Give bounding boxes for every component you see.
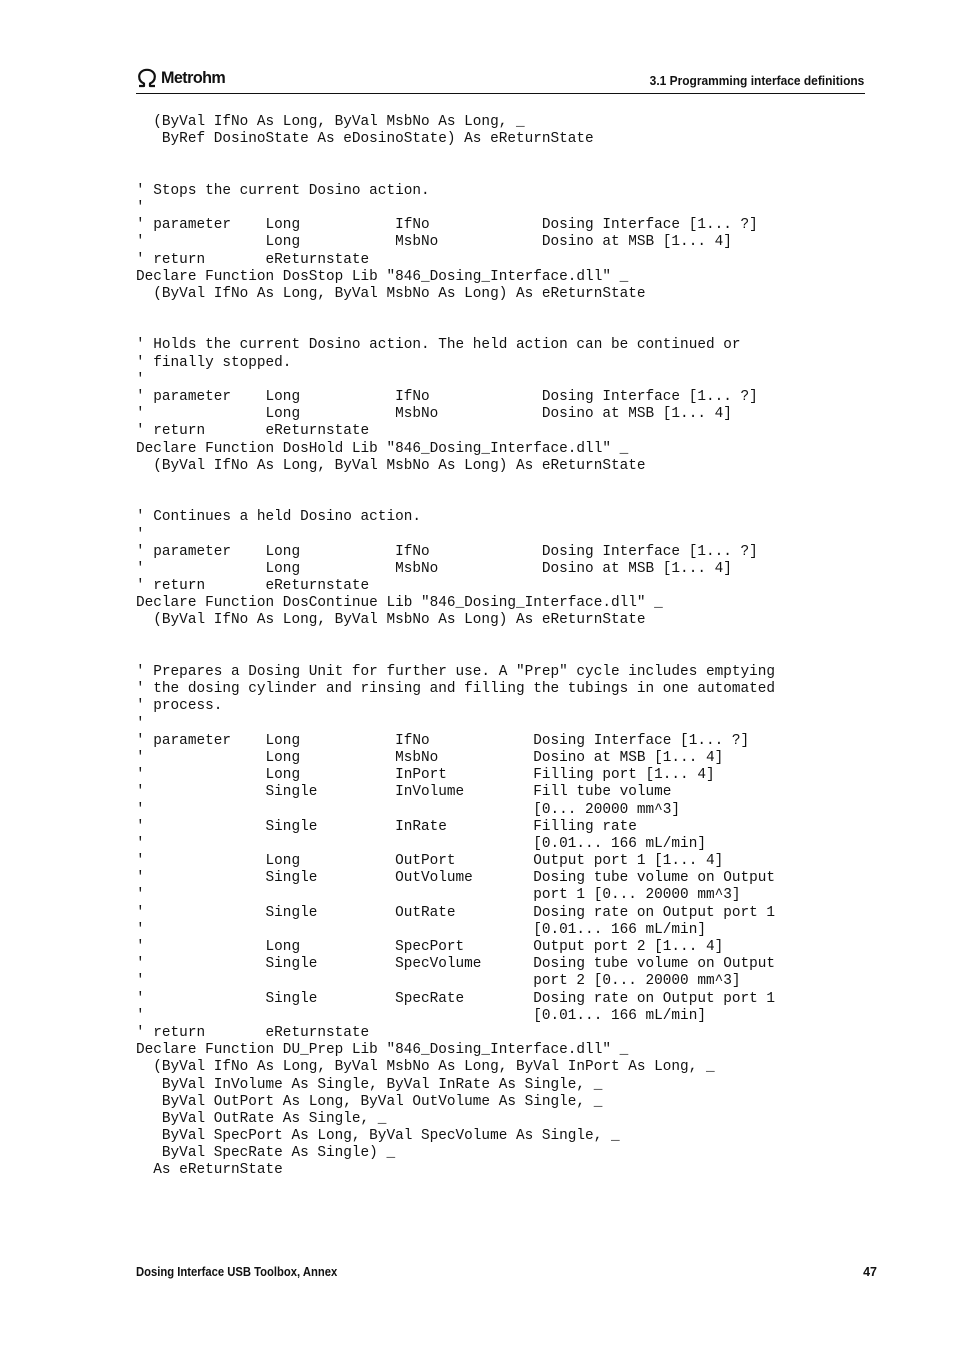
code-line [136, 166, 775, 183]
code-line: ' [0... 20000 mm^3] [136, 801, 681, 818]
code-line: ' Long MsbNo Dosino at MSB [1... 4] [136, 560, 732, 577]
code-line: ByVal SpecRate As Single) _ [136, 1145, 396, 1162]
code-line: ' Single InRate Filling rate [136, 818, 637, 835]
code-line: ' port 2 [0... 20000 mm^3] [136, 973, 741, 990]
code-line: ' Long SpecPort Output port 2 [1... 4] [136, 939, 724, 955]
code-line: ' [136, 526, 145, 543]
code-line: ' return eReturnstate [136, 423, 370, 440]
code-line: As eReturnState [136, 1162, 283, 1179]
footer-doc-title: Dosing Interface USB Toolbox, Annex [136, 1265, 338, 1279]
code-line: ' parameter Long IfNo Dosing Interface [1... ?] [136, 217, 758, 234]
code-line [136, 303, 775, 320]
logo-text: Metrohm [161, 68, 226, 87]
code-line: ' [136, 199, 145, 216]
code-line: ' return eReturnstate [136, 1024, 370, 1041]
code-line: (ByVal IfNo As Long, ByVal MsbNo As Long, _ [136, 114, 525, 130]
code-line: ' Long MsbNo Dosino at MSB [1... 4] [136, 234, 732, 251]
omega-icon [136, 68, 158, 88]
code-line: ' Continues a held Dosino action. [136, 509, 421, 526]
code-line: ' Single SpecRate Dosing rate on Output port 1 [136, 990, 776, 1007]
code-line: ' Long OutPort Output port 1 [1... 4] [136, 853, 724, 870]
code-line [136, 630, 775, 647]
metrohm-logo [136, 67, 229, 89]
code-line: ' [0.01... 166 mL/min] [136, 1007, 706, 1024]
code-line: ' parameter Long IfNo Dosing Interface [1... ?] [136, 389, 758, 405]
code-line: ' finally stopped. [136, 354, 292, 371]
code-line: ' Single InVolume Fill tube volume [136, 784, 672, 801]
code-line: (ByVal IfNo As Long, ByVal MsbNo As Long) As eReturnState [136, 285, 646, 302]
code-line: ' return eReturnstate [136, 578, 370, 595]
code-line: ' [0.01... 166 mL/min] [136, 835, 706, 852]
code-line: ' [136, 715, 145, 732]
code-line: ' Single SpecVolume Dosing tube volume on Output [136, 956, 776, 973]
code-line: ' Prepares a Dosing Unit for further use. A "Prep" cycle includes emptying [136, 664, 776, 680]
code-line: ' the dosing cylinder and rinsing and filling the tubings in one automated [136, 681, 776, 698]
running-head: 3.1 Programming interface definitions [649, 73, 864, 88]
code-listing [136, 114, 775, 1180]
code-line [136, 320, 775, 337]
code-line: ' Long MsbNo Dosino at MSB [1... 4] [136, 749, 724, 766]
code-line: Declare Function DU_Prep Lib "846_Dosing_Interface.dll" _ [136, 1042, 629, 1059]
code-line: ' Long InPort Filling port [1... 4] [136, 767, 715, 784]
code-line [136, 475, 775, 492]
code-line: (ByVal IfNo As Long, ByVal MsbNo As Long) As eReturnState [136, 612, 646, 629]
code-line: Declare Function DosHold Lib "846_Dosing_Interface.dll" _ [136, 440, 629, 457]
code-line: ByVal OutRate As Single, _ [136, 1110, 387, 1127]
code-line: ByRef DosinoState As eDosinoState) As eReturnState [136, 131, 594, 148]
code-line: Declare Function DosStop Lib "846_Dosing_Interface.dll" _ [136, 268, 629, 285]
code-line: ' parameter Long IfNo Dosing Interface [1... ?] [136, 732, 750, 749]
code-line: ByVal SpecPort As Long, ByVal SpecVolume As Single, _ [136, 1128, 620, 1145]
code-line: ByVal InVolume As Single, ByVal InRate As Single, _ [136, 1076, 603, 1093]
code-line [136, 492, 775, 509]
code-line: ByVal OutPort As Long, ByVal OutVolume As Single, _ [136, 1093, 603, 1110]
code-line [136, 647, 775, 664]
code-line: ' port 1 [0... 20000 mm^3] [136, 887, 741, 904]
code-line: ' Single OutVolume Dosing tube volume on Output [136, 870, 776, 887]
code-line: ' Holds the current Dosino action. The held action can be continued or [136, 337, 741, 354]
page-number: 47 [863, 1265, 877, 1279]
code-line: ' [0.01... 166 mL/min] [136, 921, 706, 938]
code-line: Declare Function DosContinue Lib "846_Dosing_Interface.dll" _ [136, 595, 663, 612]
code-line: ' process. [136, 698, 223, 715]
code-line: ' Single OutRate Dosing rate on Output port 1 [136, 904, 776, 921]
code-line: (ByVal IfNo As Long, ByVal MsbNo As Long) As eReturnState [136, 457, 646, 474]
code-line: ' parameter Long IfNo Dosing Interface [1... ?] [136, 543, 758, 560]
header-rule [136, 93, 865, 94]
code-line: (ByVal IfNo As Long, ByVal MsbNo As Long, ByVal InPort As Long, _ [136, 1059, 715, 1076]
code-line: ' Long MsbNo Dosino at MSB [1... 4] [136, 406, 732, 423]
code-line: ' return eReturnstate [136, 251, 370, 268]
code-line: ' [136, 371, 145, 388]
code-line [136, 148, 775, 165]
code-line: ' Stops the current Dosino action. [136, 182, 430, 199]
